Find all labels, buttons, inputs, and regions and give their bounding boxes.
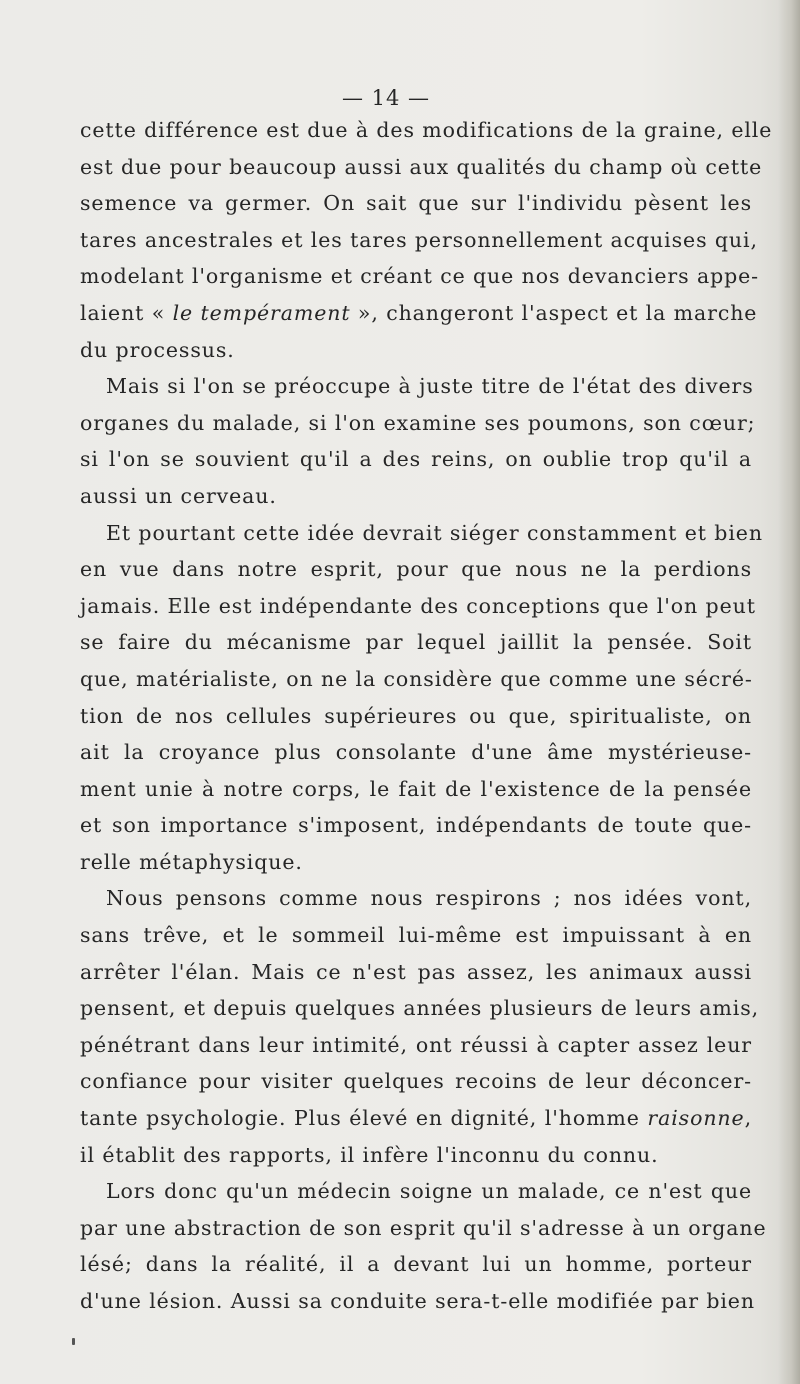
ink-speck bbox=[72, 1338, 75, 1345]
text-line: ait la croyance plus consolante d'une âme mystérieuse- bbox=[80, 740, 752, 765]
text-line: si l'on se souvient qu'il a des reins, on oublie trop qu'il a bbox=[80, 447, 752, 472]
text-line: pénétrant dans leur intimité, ont réussi à capter assez leur bbox=[80, 1032, 752, 1057]
text-line-with-italic bbox=[80, 295, 758, 332]
paragraph-4 bbox=[80, 880, 760, 1173]
text-line: et son importance s'imposent, indépendants de toute que- bbox=[80, 813, 752, 838]
text-line: est due pour beaucoup aussi aux qualités du champ où cette bbox=[80, 154, 763, 179]
text-segment: tante psychologie. Plus élevé en dignité, l'homme bbox=[80, 1106, 648, 1131]
italic-term: raisonne bbox=[647, 1106, 745, 1131]
text-line: Lors donc qu'un médecin soigne un malade, ce n'est que bbox=[106, 1179, 752, 1204]
text-line: organes du malade, si l'on examine ses poumons, son cœur; bbox=[80, 410, 756, 435]
text-line: du processus. bbox=[80, 337, 235, 362]
page-number: — 14 — bbox=[341, 86, 431, 110]
text-line: tion de nos cellules supérieures ou que, spiritualiste, on bbox=[80, 703, 752, 728]
text-segment: », changeront l'aspect et la marche bbox=[350, 300, 758, 325]
text-line: il établit des rapports, il infère l'inconnu du connu. bbox=[80, 1142, 659, 1167]
italic-term: le tempérament bbox=[172, 300, 351, 325]
text-line: d'une lésion. Aussi sa conduite sera-t-elle modifiée par bien bbox=[80, 1289, 755, 1313]
text-line: lésé; dans la réalité, il a devant lui un homme, porteur bbox=[80, 1252, 752, 1277]
text-line: pensent, et depuis quelques années plusieurs de leurs amis, bbox=[80, 996, 760, 1021]
text-line: tares ancestrales et les tares personnellement acquises qui, bbox=[80, 227, 758, 252]
text-line: en vue dans notre esprit, pour que nous ne la perdions bbox=[80, 557, 752, 582]
text-segment: , bbox=[744, 1106, 752, 1131]
text-line: se faire du mécanisme par lequel jaillit la pensée. Soit bbox=[80, 630, 752, 655]
text-line: semence va germer. On sait que sur l'individu pèsent les bbox=[80, 191, 752, 216]
text-line-with-italic bbox=[80, 1100, 752, 1137]
paragraph-5 bbox=[80, 1173, 767, 1319]
text-line: ment unie à notre corps, le fait de l'existence de la pensée bbox=[80, 776, 752, 801]
paragraph-2 bbox=[80, 368, 756, 514]
page-edge-shadow bbox=[778, 0, 800, 1384]
paragraph-1 bbox=[80, 112, 773, 368]
text-line: confiance pour visiter quelques recoins de leur déconcer- bbox=[80, 1069, 752, 1094]
text-line: par une abstraction de son esprit qu'il s'adresse à un organe bbox=[80, 1215, 767, 1240]
text-line: Nous pensons comme nous respirons ; nos idées vont, bbox=[106, 886, 752, 911]
paragraph-3 bbox=[80, 515, 763, 881]
text-line: que, matérialiste, on ne la considère que comme une sécré- bbox=[80, 666, 753, 691]
text-line: arrêter l'élan. Mais ce n'est pas assez, les animaux aussi bbox=[80, 959, 752, 984]
body-text bbox=[80, 112, 773, 1320]
text-line: sans trêve, et le sommeil lui-même est impuissant à en bbox=[80, 923, 752, 948]
text-segment: laient « bbox=[80, 300, 173, 325]
text-line: Et pourtant cette idée devrait siéger constamment et bien bbox=[106, 520, 763, 545]
text-line: relle métaphysique. bbox=[80, 849, 303, 874]
text-line: Mais si l'on se préoccupe à juste titre de l'état des divers bbox=[106, 374, 754, 399]
text-line: modelant l'organisme et créant ce que nos devanciers appe- bbox=[80, 264, 759, 289]
text-line: aussi un cerveau. bbox=[80, 483, 277, 508]
text-line: jamais. Elle est indépendante des conceptions que l'on peut bbox=[80, 593, 756, 618]
text-line: cette différence est due à des modifications de la graine, elle bbox=[80, 118, 773, 142]
